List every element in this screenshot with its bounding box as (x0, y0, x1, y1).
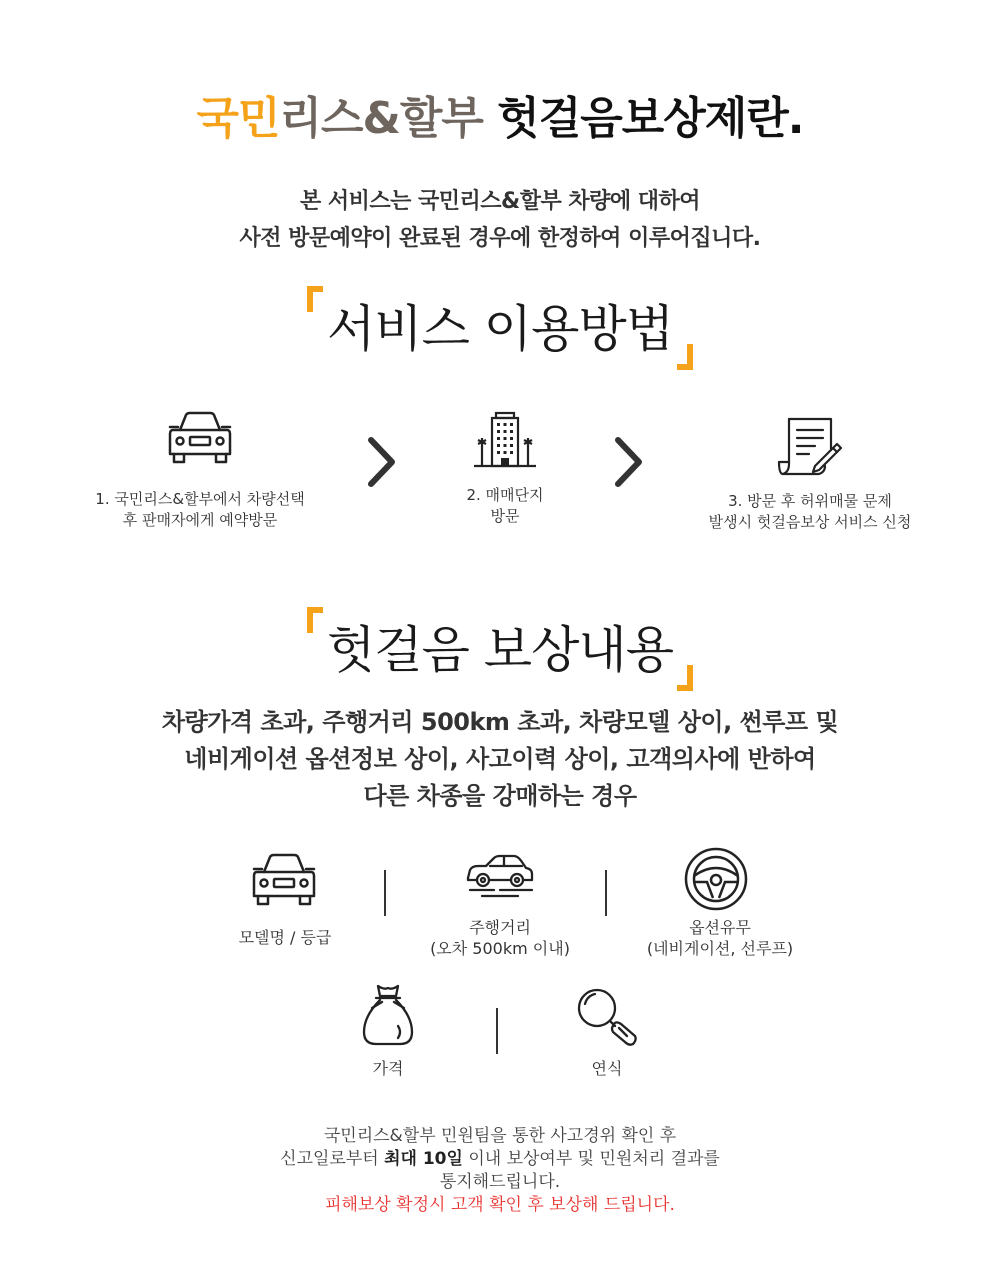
title-brand-lease: 리스&할부 (279, 93, 483, 144)
step-3-label: 3. 방문 후 허위매물 문제 발생시 헛걸음보상 서비스 신청 (708, 492, 912, 531)
item-price-label: 가격 (372, 1059, 404, 1078)
bracket-close-icon (677, 665, 693, 691)
divider (384, 870, 386, 916)
step-1-label: 1. 국민리스&할부에서 차량선택 후 판매자에게 예약방문 (95, 490, 305, 529)
money-bag-icon (360, 982, 416, 1048)
title-brand-kb: 국민 (196, 93, 280, 144)
divider (496, 1008, 498, 1054)
item-year-label: 연식 (591, 1059, 623, 1078)
intro-text (0, 183, 1000, 257)
compensation-description: 차량가격 초과, 주행거리 500km 초과, 차량모델 상이, 썬루프 및 네비게이션 옵션정보 상이, 사고이력 상이, 고객의사에 반하여 다른 차종을 강매하는 경우 (161, 708, 839, 810)
magnifier-icon (575, 986, 639, 1048)
title-service-name: 헛걸음보상제란. (482, 93, 804, 144)
car-side-icon (464, 852, 536, 898)
bracket-open-icon (307, 286, 323, 312)
section-heading-usage-text: 서비스 이용방법 (327, 300, 673, 358)
item-mileage-label: 주행거리 (오차 500km 이내) (430, 918, 570, 958)
section-heading-compensation (0, 615, 1000, 685)
item-model-label: 모델명 / 등급 (238, 928, 332, 947)
intro-line-1: 본 서비스는 국민리스&할부 차량에 대하여 (299, 189, 701, 214)
footer-warning: 피해보상 확정시 고객 확인 후 보상해 드립니다. (325, 1195, 675, 1215)
car-icon (166, 410, 234, 466)
footer-notice (0, 1125, 1000, 1217)
footer-line-3: 통지해드립니다. (439, 1172, 561, 1192)
section-heading-usage (0, 294, 1000, 364)
bracket-close-icon (677, 344, 693, 370)
item-options-label: 옵션유무 (네비게이션, 선루프) (646, 918, 794, 958)
document-pen-icon (775, 416, 845, 480)
chevron-right-icon (365, 435, 399, 489)
building-icon (470, 410, 540, 468)
divider (605, 870, 607, 916)
bracket-open-icon (307, 607, 323, 633)
page-title (0, 82, 1000, 146)
step-2-label: 2. 매매단지 방문 (466, 486, 544, 525)
section-heading-compensation-text: 헛걸음 보상내용 (327, 621, 673, 679)
intro-line-2: 사전 방문예약이 완료된 경우에 한정하여 이루어집니다. (239, 226, 761, 251)
footer-line-2: 신고일로부터 최대 10일 이내 보상여부 및 민원처리 결과를 (280, 1149, 720, 1169)
car-front-icon (250, 852, 318, 908)
steering-wheel-icon (683, 846, 749, 912)
footer-line-1: 국민리스&할부 민원팀을 통한 사고경위 확인 후 (323, 1126, 677, 1146)
chevron-right-icon (612, 435, 646, 489)
